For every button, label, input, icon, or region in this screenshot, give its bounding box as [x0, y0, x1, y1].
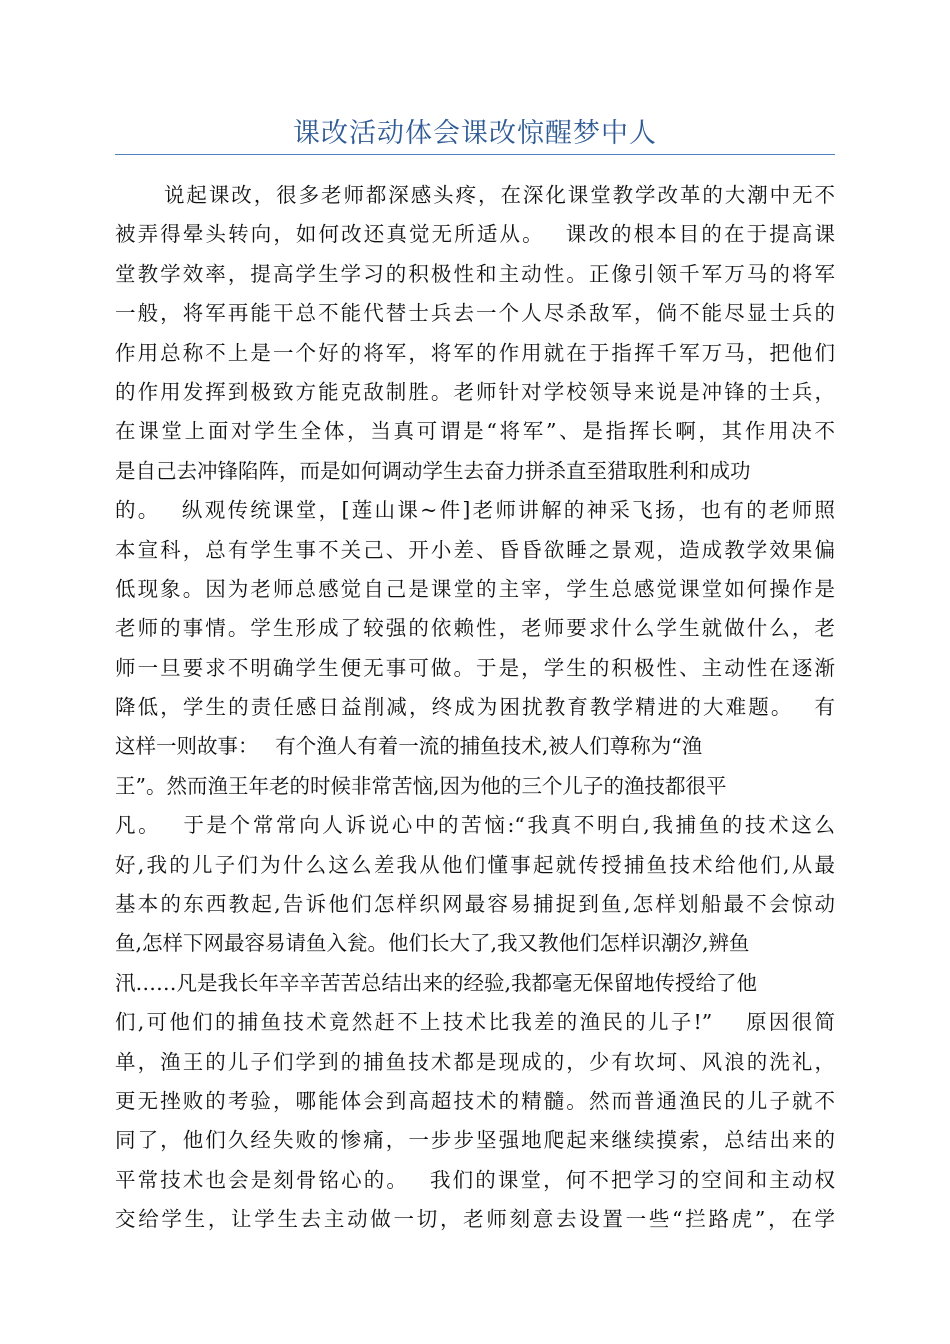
paragraph-line: 这样一则故事： 有个渔人有着一流的捕鱼技术,被人们尊称为“渔: [115, 734, 703, 759]
paragraph-line: 交给学生，让学生去主动做一切，老师刻意去设置一些“拦路虎”，在学: [115, 1207, 835, 1232]
paragraph-line: 低现象。因为老师总感觉自己是课堂的主宰，学生总感觉课堂如何操作是: [115, 576, 835, 601]
document-title: 课改活动体会课改惊醒梦中人: [293, 118, 657, 149]
paragraph-line: 的作用发挥到极致方能克敌制胜。老师针对学校领导来说是冲锋的士兵，: [115, 379, 835, 404]
paragraph-line: 好,我的儿子们为什么这么差我从他们懂事起就传授捕鱼技术给他们,从最: [115, 852, 835, 877]
paragraph-line: 老师的事情。学生形成了较强的依赖性，老师要求什么学生就做什么，老: [115, 616, 835, 641]
paragraph-line: 降低，学生的责任感日益削减，终成为困扰教育教学精进的大难题。 有: [115, 695, 835, 720]
paragraph-line: 的。 纵观传统课堂，[莲山课~件]老师讲解的神采飞扬，也有的老师照: [115, 498, 835, 523]
paragraph-line: 们,可他们的捕鱼技术竟然赶不上技术比我差的渔民的儿子!” 原因很简: [115, 1010, 835, 1035]
paragraph-line: 汛……凡是我长年辛辛苦苦总结出来的经验,我都毫无保留地传授给了他: [115, 970, 758, 995]
paragraph-line: 本宣科，总有学生事不关己、开小差、昏昏欲睡之景观，造成教学效果偏: [115, 537, 835, 562]
paragraph-line: 凡。 于是个常常向人诉说心中的苦恼:“我真不明白,我捕鱼的技术这么: [115, 813, 835, 838]
title-underline: [115, 154, 835, 155]
paragraph-line: 说起课改，很多老师都深感头疼，在深化课堂教学改革的大潮中无不: [164, 183, 835, 207]
paragraph-line: 王”。然而渔王年老的时候非常苦恼,因为他的三个儿子的渔技都很平: [115, 773, 727, 798]
document-body: [115, 176, 835, 1240]
paragraph-line: 一般，将军再能干总不能代替士兵去一个人尽杀敌军，倘不能尽显士兵的: [115, 301, 835, 326]
paragraph-line: 被弄得晕头转向，如何改还真觉无所适从。 课改的根本目的在于提高课: [115, 222, 835, 247]
paragraph-line: 同了，他们久经失败的惨痛，一步步坚强地爬起来继续摸索，总结出来的: [115, 1128, 835, 1153]
paragraph-line: 师一旦要求不明确学生便无事可做。于是，学生的积极性、主动性在逐渐: [115, 655, 835, 680]
paragraph-line: 平常技术也会是刻骨铭心的。 我们的课堂，何不把学习的空间和主动权: [115, 1167, 835, 1192]
paragraph-line: 鱼,怎样下网最容易请鱼入瓮。他们长大了,我又教他们怎样识潮汐,辨鱼: [115, 931, 750, 956]
paragraph-line: 单，渔王的儿子们学到的捕鱼技术都是现成的，少有坎坷、风浪的洗礼，: [115, 1049, 835, 1074]
paragraph-line: 堂教学效率，提高学生学习的积极性和主动性。正像引领千军万马的将军: [115, 261, 835, 286]
paragraph-line: 作用总称不上是一个好的将军，将军的作用就在于指挥千军万马，把他们: [115, 340, 835, 365]
paragraph-line: 在课堂上面对学生全体，当真可谓是“将军”、是指挥长啊，其作用决不: [115, 419, 835, 444]
paragraph-line: 更无挫败的考验，哪能体会到高超技术的精髓。然而普通渔民的儿子就不: [115, 1088, 835, 1113]
paragraph-line: 基本的东西教起,告诉他们怎样织网最容易捕捉到鱼,怎样划船最不会惊动: [115, 892, 835, 917]
paragraph-line: 是自己去冲锋陷阵，而是如何调动学生去奋力拼杀直至猎取胜利和成功: [115, 458, 751, 483]
